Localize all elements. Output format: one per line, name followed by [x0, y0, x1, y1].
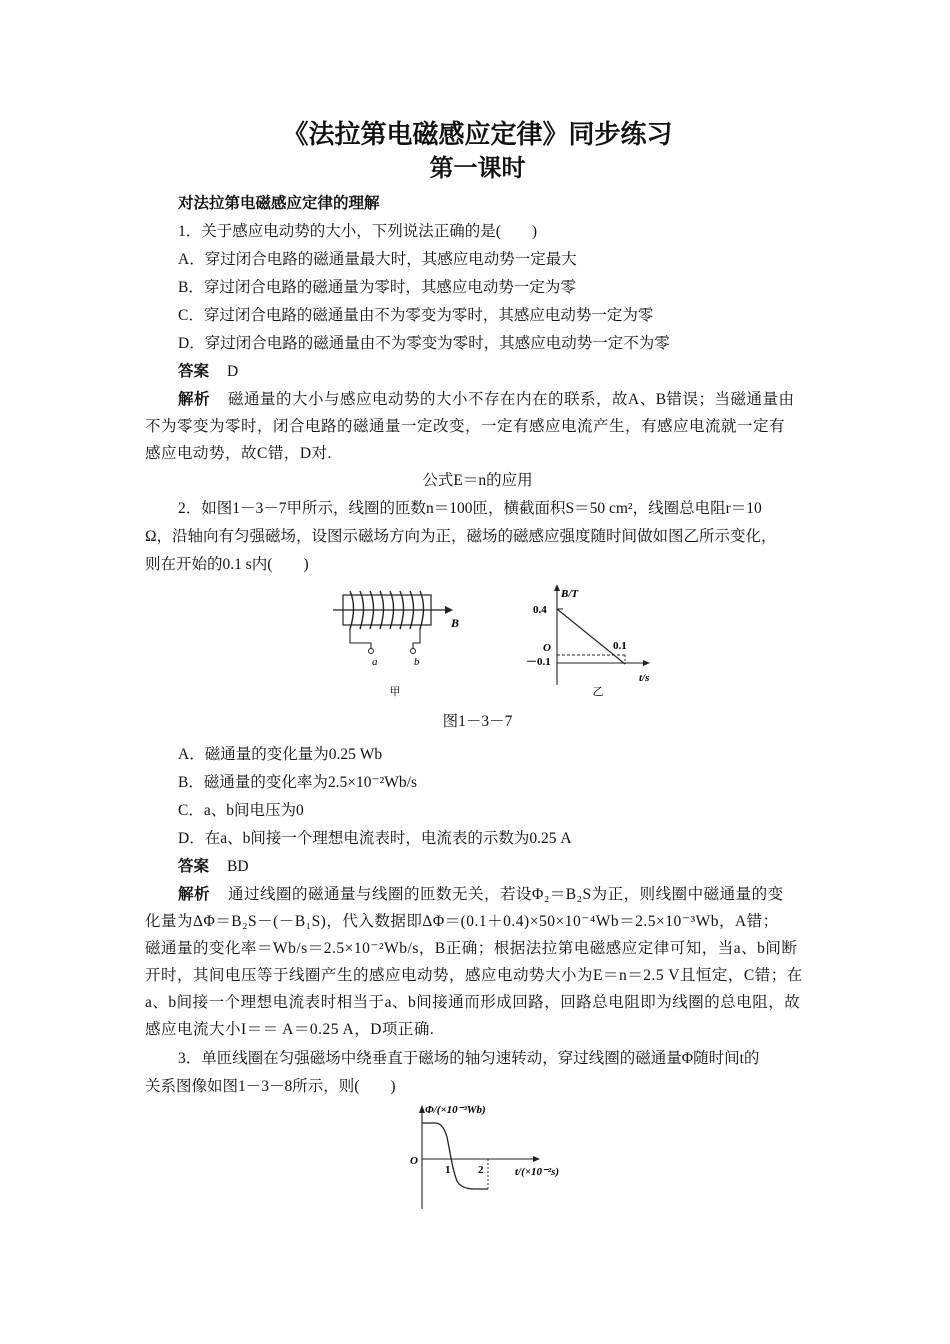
q1-answer-label: 答案 — [178, 363, 210, 380]
q2-answer-value: BD — [227, 858, 249, 875]
q2-analysis-line-4: 开时，其间电压等于线圈产生的感应电动势，感应电动势大小为E＝n＝2.5 V且恒定，C错；在 — [145, 967, 803, 984]
q2-analysis-line-3: 磁通量的变化率＝Wb/s＝2.5×10⁻²Wb/s，B正确；根据法拉第电磁感应定律可知，当a、b间断 — [145, 940, 798, 957]
q2-answer — [145, 853, 810, 881]
q3-stem-2: 关系图像如图1－3－8所示，则( ) — [145, 1078, 396, 1095]
solenoid-diagram — [333, 591, 459, 698]
graph-x-label: t/s — [639, 672, 650, 684]
document-page — [145, 118, 810, 1211]
graph-x-arrow — [643, 660, 650, 666]
figure-1-3-7-svg — [145, 585, 810, 705]
figure-1-3-8-svg — [145, 1101, 810, 1211]
terminal-b-label: b — [414, 656, 420, 668]
phi-x-arrow — [533, 1156, 540, 1162]
graph-x-tick: 0.1 — [613, 640, 627, 652]
q3-stem-1: 3．单匝线圈在匀强磁场中绕垂直于磁场的轴匀速转动，穿过线圈的磁通量Φ随时间t的 — [178, 1050, 760, 1067]
figure-left-label: 甲 — [389, 686, 401, 698]
phi-y-label: Φ/(×10⁻³Wb) — [425, 1104, 486, 1116]
graph-y-label: B/T — [561, 588, 579, 600]
q2-analysis-line-5: a、b间接一个理想电流表时相当于a、b间接通而形成回路，回路总电阻即为线圈的总电阻，故 — [145, 994, 801, 1011]
q2-option-b: B．磁通量的变化率为2.5×10⁻²Wb/s — [178, 774, 418, 791]
terminal-b — [411, 649, 416, 654]
lead-wire-b — [413, 629, 420, 649]
lead-wire-a — [350, 629, 371, 649]
b-t-graph — [526, 585, 650, 698]
q1-analysis-line-2: 不为零变为零时，闭合电路的磁通量一定改变，一定有感应电流产生，有感应电流就一定有 — [145, 418, 786, 435]
page-subtitle: 第一课时 — [429, 156, 526, 182]
phi-tick-1: 1 — [445, 1164, 451, 1176]
phi-curve — [422, 1123, 488, 1189]
q2-option-a: A．磁通量的变化量为0.25 Wb — [178, 746, 383, 763]
phi-origin: O — [410, 1155, 418, 1167]
figure-1-3-7 — [145, 585, 810, 705]
phi-x-label: t/(×10⁻²s) — [515, 1166, 560, 1178]
q2-analysis-line-2: 化量为ΔΦ＝B₂S－(－B₁S)，代入数据即ΔΦ＝(0.1＋0.4)×50×10⁻⁴Wb＝2.5×10⁻³Wb，A错； — [145, 913, 779, 930]
figure-caption: 图1－3－7 — [442, 713, 513, 730]
q1-option-c: C．穿过闭合电路的磁通量由不为零变为零时，其感应电动势一定为零 — [178, 307, 654, 324]
b-line — [557, 609, 625, 664]
q1-option-a: A．穿过闭合电路的磁通量最大时，其感应电动势一定最大 — [178, 251, 577, 268]
q1-option-b: B．穿过闭合电路的磁通量为零时，其感应电动势一定为零 — [178, 279, 576, 296]
section-heading-2: 公式E＝n的应用 — [422, 472, 533, 489]
q1-analysis-line-1 — [145, 386, 810, 413]
q2-analysis-text-1: 通过线圈的磁通量与线圈的匝数无关，若设Φ₂＝B₂S为正，则线圈中磁通量的变 — [228, 886, 784, 903]
q2-stem-2: Ω，沿轴向有匀强磁场，设图示磁场方向为正，磁场的磁感应强度随时间做如图乙所示变化， — [145, 528, 777, 545]
q1-analysis-label: 解析 — [178, 391, 211, 408]
q2-option-d: D．在a、b间接一个理想电流表时，电流表的示数为0.25 A — [178, 830, 572, 847]
graph-y-neg: －0.1 — [526, 656, 551, 668]
q2-stem-1: 2．如图1－3－7甲所示，线圈的匝数n＝100匝，横截面积S＝50 cm²，线圈总电阻r＝10 — [178, 500, 762, 517]
terminal-a — [369, 649, 374, 654]
q2-analysis-line-1 — [145, 881, 810, 908]
q1-stem: 1．关于感应电动势的大小，下列说法正确的是( ) — [178, 223, 538, 240]
q1-analysis-line-3: 感应电动势，故C错，D对. — [145, 445, 332, 462]
section-heading-1: 对法拉第电磁感应定律的理解 — [178, 195, 380, 212]
terminal-a-label: a — [372, 656, 378, 668]
q2-option-c: C．a、b间电压为0 — [178, 802, 304, 819]
q2-analysis-label: 解析 — [178, 886, 211, 903]
q2-analysis-line-6: 感应电流大小I＝＝ A＝0.25 A，D项正确. — [145, 1021, 435, 1038]
q1-option-d: D．穿过闭合电路的磁通量由不为零变为零时，其感应电动势一定不为零 — [178, 335, 670, 352]
q2-answer-label: 答案 — [178, 858, 210, 875]
q1-analysis-text-1: 磁通量的大小与感应电动势的大小不存在内在的联系，故A、B错误；当磁通量由 — [228, 391, 795, 408]
figure-right-label: 乙 — [592, 686, 604, 698]
page-title: 《法拉第电磁感应定律》同步练习 — [282, 120, 673, 149]
graph-y-top: 0.4 — [533, 604, 547, 616]
figure-1-3-8 — [145, 1101, 810, 1211]
phi-tick-2: 2 — [478, 1164, 484, 1176]
graph-origin: O — [543, 642, 551, 654]
field-arrow-head — [445, 606, 453, 614]
graph-y-arrow — [554, 585, 560, 591]
q2-stem-3: 则在开始的0.1 s内( ) — [145, 556, 309, 573]
q1-answer — [145, 358, 810, 386]
field-label: B — [451, 616, 460, 630]
q1-answer-value: D — [227, 363, 239, 380]
